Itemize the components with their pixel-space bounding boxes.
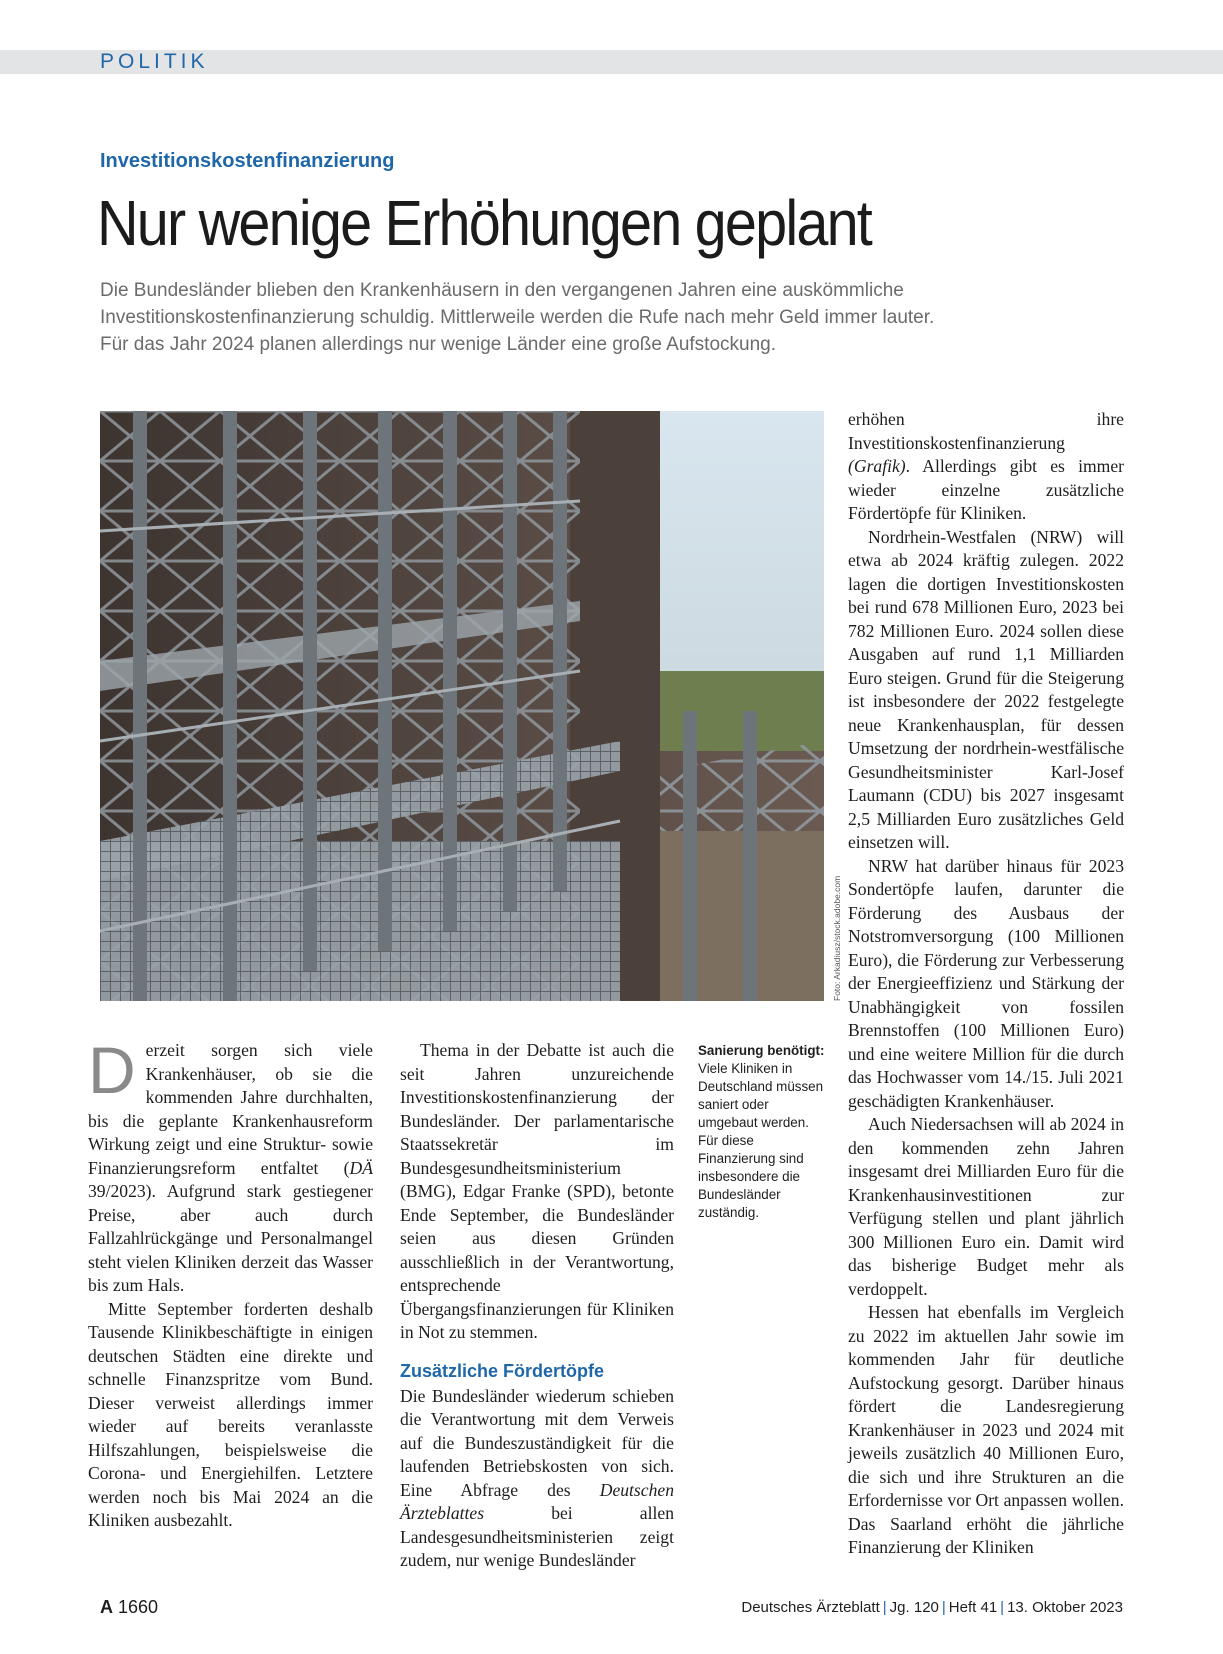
lead-line: Investitionskostenfinanzierung schuldig. Mittlerweile werden die Rufe nach mehr Geld immer lauter. — [100, 307, 935, 328]
body-paragraph — [88, 1033, 373, 1298]
separator: | — [1000, 1599, 1005, 1616]
body-paragraph: NRW hat darüber hinaus für 2023 Sondertöpfe laufen, darunter die Förderung des Ausbaus der Notstromversorgung (100 Millionen Euro), die Förderung zur Verbesserung der Energieeffizienz und Stärkung der Unabhängigkeit von fossilen Brennstoffen (100 Millionen Euro) und eine weitere Million für die durch das Hochwasser vom 14./15. Juli 2021 geschädigten Krankenhäuser. — [848, 855, 1124, 1111]
lead-line: Für das Jahr 2024 planen allerdings nur wenige Länder eine große Aufstockung. — [100, 334, 776, 355]
separator: | — [882, 1599, 887, 1616]
body-column-3 — [848, 408, 1124, 1560]
body-paragraph: Auch Niedersachsen will ab 2024 in den kommenden zehn Jahren insgesamt drei Milliarden Euro für die Krankenhausinvestitionen zur Verfügung stellen und plant jährlich 300 Millionen Euro ein. Damit wird das bisherige Budget mehr als verdoppelt. — [848, 1114, 1124, 1299]
body-paragraph: Hessen hat ebenfalls im Vergleich zu 2022 im aktuellen Jahr sowie im kommenden Jahr für deutliche Aufstockung gesorgt. Darüber hinaus fördert die Landesregierung Krankenhäuser in 2023 und 2024 mit jeweils zusätzlich 40 Millionen Euro, die sich und ihre Strukturen an die Erfordernisse vor Ort anpassen wollen. Das Saarland erhöht die jährliche Finanzierung der Kliniken — [848, 1302, 1124, 1557]
citation-reference: DÄ — [349, 1157, 373, 1178]
body-column-1 — [88, 1033, 373, 1533]
separator: | — [941, 1599, 946, 1616]
body-paragraph — [400, 1385, 674, 1573]
body-paragraph — [848, 408, 1124, 526]
article-kicker: Investitionskostenfinanzierung — [100, 150, 395, 172]
body-paragraph: Mitte September forderten deshalb Tausende Klinikbeschäftigte in einigen deutschen Städten eine direkte und schnelle Finanzspritze vom Bund. Dieser verweist allerdings immer wieder auf bereits veranlasste Hilfszahlungen, beispielsweise die Corona- und Energiehilfen. Letztere werden noch bis Mai 2024 an die Kliniken ausbezahlt. — [88, 1298, 373, 1530]
caption-title: Sanierung benötigt: — [698, 1043, 825, 1058]
section-label: POLITIK — [100, 50, 209, 73]
page-number — [100, 1597, 158, 1618]
article-lead — [100, 277, 1020, 358]
body-column-2 — [400, 1039, 674, 1573]
photo-credit: Foto: Arkadiusz/stock.adobe.com — [832, 875, 842, 1001]
journal-issue: Heft 41 — [948, 1599, 998, 1616]
journal-volume: Jg. 120 — [889, 1599, 939, 1616]
figure-reference: (Grafik) — [848, 456, 906, 476]
paragraph-text: erzeit sorgen sich viele Krankenhäuser, ob sie die kommenden Jahre durchhalten, bis die geplante Krankenhausreform Wirkung zeigt und eine Struktur- sowie Finanzierungsreform entfaltet ( — [88, 1040, 373, 1178]
page-number-value: 1660 — [118, 1597, 159, 1617]
page-prefix: A — [100, 1597, 113, 1617]
paragraph-text: . Allerdings gibt es immer wieder einzelne zusätzliche Fördertöpfe für Kliniken. — [848, 456, 1124, 523]
section-subheading: Zusätzliche Fördertöpfe — [400, 1360, 605, 1381]
paragraph-text: 39/2023). Aufgrund stark gestiegener Preise, aber auch durch Fallzahlrückgänge und Personalmangel steht vielen Kliniken derzeit das Wasser bis zum Hals. — [88, 1181, 373, 1295]
article-headline: Nur wenige Erhöhungen geplant — [97, 187, 871, 259]
paragraph-text: Die Bundesländer wiederum schieben die Verantwortung mit dem Verweis auf die Bundeszuständigkeit für die laufenden Betriebskosten von sich. Eine Abfrage des — [400, 1385, 674, 1500]
drop-cap: D — [88, 1033, 136, 1107]
photo-caption — [698, 1042, 828, 1222]
publication-name: Deutschen Ärzteblattes — [400, 1479, 674, 1523]
paragraph-text: bei allen Landesgesundheitsministerien zeigt zudem, nur wenige Bundesländer — [400, 1503, 674, 1570]
lead-line: Die Bundesländer blieben den Krankenhäusern in den vergangenen Jahren eine auskömmliche — [100, 280, 904, 301]
caption-text: Viele Kliniken in Deutschland müssen saniert oder umgebaut werden. Für diese Finanzierung sind insbesondere die Bundesländer zuständig. — [698, 1061, 824, 1220]
article-photo — [100, 411, 824, 1001]
body-paragraph: Nordrhein-Westfalen (NRW) will etwa ab 2024 kräftig zulegen. 2022 lagen die dortigen Investitionskosten bei rund 678 Millionen Euro, 2023 bei 782 Millionen Euro. 2024 sollen diese Ausgaben auf rund 1,1 Milliarden Euro steigen. Grund für die Steigerung ist insbesondere der 2022 festgelegte neue Krankenhausplan, für dessen Umsetzung der nordrhein-westfälische Gesundheitsminister Karl-Josef Laumann (CDU) bis 2027 insgesamt 2,5 Milliarden Euro zusätzliches Geld einsetzen will. — [848, 526, 1124, 852]
journal-citation — [741, 1599, 1123, 1616]
body-paragraph: Thema in der Debatte ist auch die seit Jahren unzureichende Investitionskostenfinanzierung der Bundesländer. Der parlamentarische Staatssekretär im Bundesgesundheitsministerium (BMG), Edgar Franke (SPD), betonte Ende September, die Bundesländer seien aus diesen Gründen ausschließlich in der Verantwortung, entsprechende Übergangsfinanzierungen für Kliniken in Not zu stemmen. — [400, 1040, 674, 1342]
paragraph-text: erhöhen ihre Investitionskostenfinanzierung — [848, 409, 1124, 453]
journal-name: Deutsches Ärzteblatt — [741, 1599, 880, 1616]
issue-date: 13. Oktober 2023 — [1007, 1599, 1123, 1616]
scaffolding-photo-illustration — [100, 411, 824, 1001]
